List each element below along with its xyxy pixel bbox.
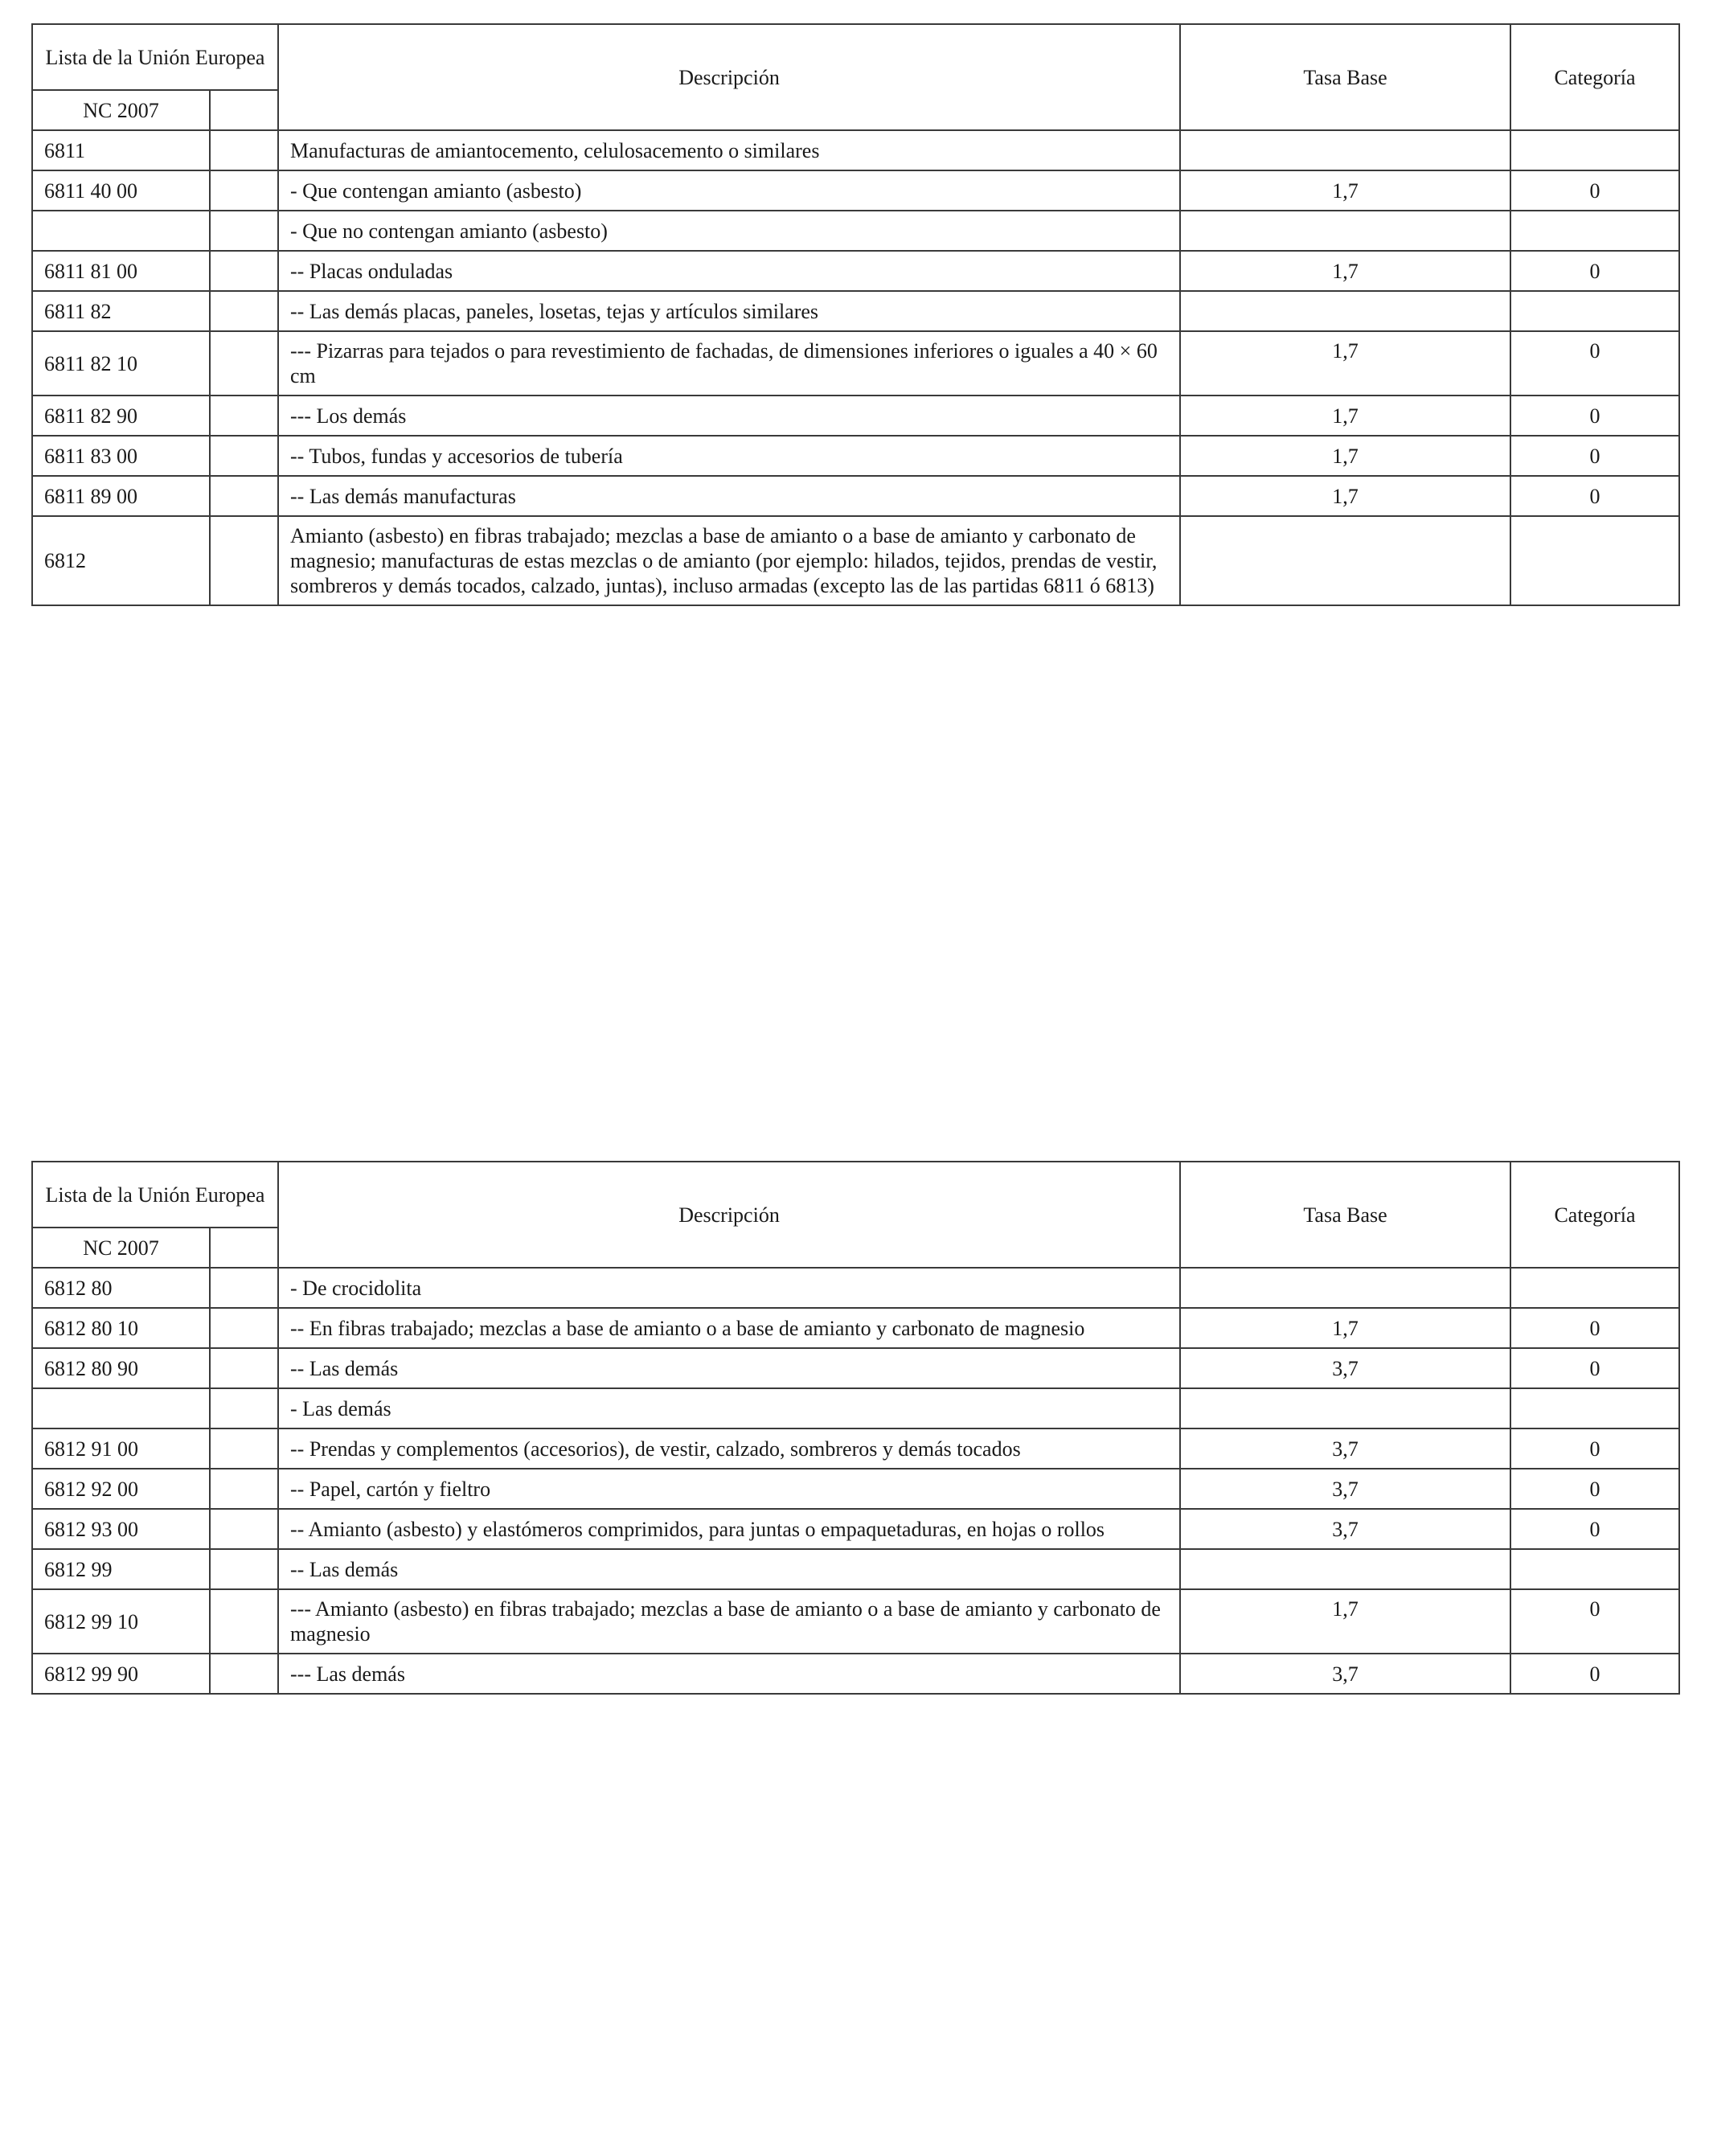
blank-cell [210,1308,278,1348]
tariff-table-6812 [31,1161,1680,1695]
description-header: Descripción [278,1162,1180,1268]
blank-cell [210,1388,278,1428]
table-row [32,396,1679,436]
nc-code: 6811 81 00 [32,251,210,291]
category: 0 [1510,436,1679,476]
table-row [32,1509,1679,1549]
blank-cell [210,1549,278,1589]
category: 0 [1510,1654,1679,1694]
category: 0 [1510,1589,1679,1654]
category [1510,516,1679,605]
nc-code: 6811 40 00 [32,170,210,211]
category: 0 [1510,170,1679,211]
blank-cell [210,1348,278,1388]
category: 0 [1510,476,1679,516]
base-rate: 1,7 [1180,396,1510,436]
category: 0 [1510,251,1679,291]
category: 0 [1510,331,1679,396]
category [1510,1268,1679,1308]
base-rate: 3,7 [1180,1428,1510,1469]
description-cell: -- En fibras trabajado; mezclas a base de amianto o a base de amianto y carbonato de magnesio [278,1308,1180,1348]
base-rate: 1,7 [1180,476,1510,516]
blank-cell [210,1509,278,1549]
category: 0 [1510,1348,1679,1388]
base-rate: 1,7 [1180,1589,1510,1654]
nc-2007-header: NC 2007 [32,1228,210,1268]
description-cell: -- Tubos, fundas y accesorios de tubería [278,436,1180,476]
base-rate [1180,516,1510,605]
description-cell: Manufacturas de amiantocemento, celulosacemento o similares [278,130,1180,170]
nc-code: 6812 93 00 [32,1509,210,1549]
nc-code: 6812 99 90 [32,1654,210,1694]
category: 0 [1510,1308,1679,1348]
table-row [32,436,1679,476]
table-row [32,1549,1679,1589]
blank-cell [210,251,278,291]
nc-2007-header: NC 2007 [32,90,210,130]
description-cell: --- Amianto (asbesto) en fibras trabajado; mezclas a base de amianto o a base de amianto y carbonato de magnesio [278,1589,1180,1654]
table-row [32,516,1679,605]
base-rate [1180,291,1510,331]
nc-code: 6812 [32,516,210,605]
blank-cell [210,1428,278,1469]
category: 0 [1510,1509,1679,1549]
table-header-row [32,1162,1679,1228]
table-row [32,476,1679,516]
table-header-row [32,24,1679,90]
nc-code: 6812 80 [32,1268,210,1308]
category: 0 [1510,1469,1679,1509]
category [1510,130,1679,170]
table-row [32,1469,1679,1509]
blank-cell [210,516,278,605]
base-rate: 1,7 [1180,331,1510,396]
nc-code: 6811 83 00 [32,436,210,476]
nc-code: 6812 99 10 [32,1589,210,1654]
tariff-table-6811 [31,23,1680,606]
category-header: Categoría [1510,1162,1679,1268]
category [1510,1549,1679,1589]
category [1510,291,1679,331]
blank-cell [210,331,278,396]
blank-cell [210,1469,278,1509]
base-rate [1180,130,1510,170]
table-row [32,1428,1679,1469]
table-row [32,1388,1679,1428]
base-rate: 3,7 [1180,1509,1510,1549]
table-row [32,251,1679,291]
category: 0 [1510,396,1679,436]
description-cell: -- Papel, cartón y fieltro [278,1469,1180,1509]
base-rate-header: Tasa Base [1180,24,1510,130]
nc-code: 6812 99 [32,1549,210,1589]
base-rate: 3,7 [1180,1348,1510,1388]
base-rate [1180,1549,1510,1589]
nc-code: 6812 80 10 [32,1308,210,1348]
description-cell: --- Los demás [278,396,1180,436]
description-cell: -- Placas onduladas [278,251,1180,291]
nc-code: 6811 [32,130,210,170]
nc-code: 6811 82 [32,291,210,331]
nc-code: 6811 89 00 [32,476,210,516]
base-rate: 1,7 [1180,1308,1510,1348]
nc-code [32,1388,210,1428]
base-rate [1180,211,1510,251]
category-header: Categoría [1510,24,1679,130]
description-cell: -- Las demás [278,1348,1180,1388]
table-row [32,170,1679,211]
description-cell: - Que no contengan amianto (asbesto) [278,211,1180,251]
base-rate [1180,1388,1510,1428]
category: 0 [1510,1428,1679,1469]
blank-cell [210,211,278,251]
nc-code: 6812 92 00 [32,1469,210,1509]
description-cell: -- Las demás manufacturas [278,476,1180,516]
blank-cell [210,1589,278,1654]
blank-cell [210,90,278,130]
category [1510,1388,1679,1428]
base-rate-header: Tasa Base [1180,1162,1510,1268]
table-row [32,291,1679,331]
nc-code [32,211,210,251]
description-cell: --- Las demás [278,1654,1180,1694]
blank-cell [210,1268,278,1308]
blank-cell [210,130,278,170]
blank-cell [210,1228,278,1268]
nc-code: 6811 82 10 [32,331,210,396]
description-cell: -- Las demás [278,1549,1180,1589]
blank-cell [210,1654,278,1694]
description-header: Descripción [278,24,1180,130]
table-row [32,1654,1679,1694]
table-row [32,130,1679,170]
description-cell: - De crocidolita [278,1268,1180,1308]
blank-cell [210,476,278,516]
description-cell: Amianto (asbesto) en fibras trabajado; mezclas a base de amianto o a base de amianto y carbonato de magnesio; manufacturas de estas mezclas o de amianto (por ejemplo: hilados, tejidos, prendas de vestir, sombreros y demás tocados, calzado, juntas), incluso armadas (excepto las de las partidas 6811 ó 6813) [278,516,1180,605]
table-row [32,1268,1679,1308]
table-row [32,211,1679,251]
nc-code: 6812 80 90 [32,1348,210,1388]
base-rate: 3,7 [1180,1469,1510,1509]
description-cell: --- Pizarras para tejados o para revestimiento de fachadas, de dimensiones inferiores o iguales a 40 × 60 cm [278,331,1180,396]
category [1510,211,1679,251]
blank-cell [210,170,278,211]
description-cell: - Que contengan amianto (asbesto) [278,170,1180,211]
base-rate [1180,1268,1510,1308]
base-rate: 3,7 [1180,1654,1510,1694]
table-row [32,1308,1679,1348]
description-cell: -- Prendas y complementos (accesorios), de vestir, calzado, sombreros y demás tocados [278,1428,1180,1469]
description-cell: -- Las demás placas, paneles, losetas, tejas y artículos similares [278,291,1180,331]
blank-cell [210,396,278,436]
eu-list-header: Lista de la Unión Europea [32,1162,278,1228]
table-row [32,331,1679,396]
description-cell: - Las demás [278,1388,1180,1428]
nc-code: 6811 82 90 [32,396,210,436]
description-cell: -- Amianto (asbesto) y elastómeros comprimidos, para juntas o empaquetaduras, en hojas o rollos [278,1509,1180,1549]
nc-code: 6812 91 00 [32,1428,210,1469]
table-row [32,1589,1679,1654]
table-row [32,1348,1679,1388]
blank-cell [210,291,278,331]
eu-list-header: Lista de la Unión Europea [32,24,278,90]
base-rate: 1,7 [1180,436,1510,476]
base-rate: 1,7 [1180,170,1510,211]
blank-cell [210,436,278,476]
base-rate: 1,7 [1180,251,1510,291]
